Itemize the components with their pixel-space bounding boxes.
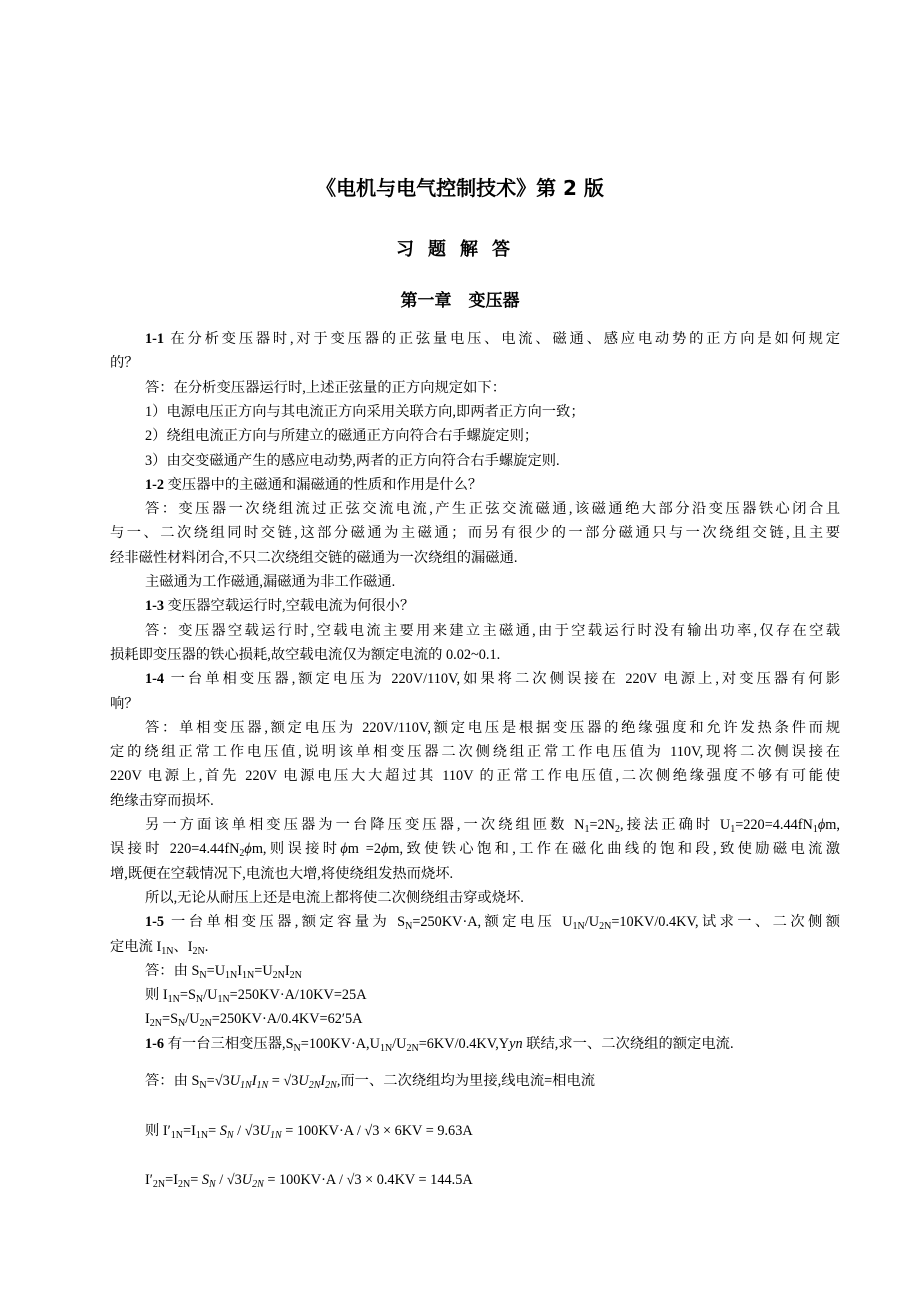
- text-segment: 2N: [406, 1042, 419, 1054]
- text-segment: S: [201, 1172, 209, 1188]
- text-segment: 响？: [110, 695, 139, 712]
- text-segment: /U: [185, 1011, 200, 1028]
- text-line: [145, 959, 302, 983]
- text-line: [145, 716, 840, 740]
- text-line: [110, 351, 139, 375]
- text-segment: 1N: [242, 969, 255, 981]
- text-segment: 2N: [289, 969, 302, 981]
- question-number: 1-6: [145, 1035, 165, 1052]
- text-segment: 3）由交变磁通产生的感应电动势,两者的正方向符合右手螺旋定则.: [145, 452, 560, 469]
- text-segment: N: [208, 1179, 216, 1190]
- text-segment: 所以,无论从耐压上还是电流上都将使二次侧绕组击穿或烧坏.: [145, 889, 524, 906]
- text-segment: 的？: [110, 355, 139, 372]
- text-segment: 1N: [225, 969, 238, 981]
- text-segment: 2N: [599, 921, 612, 933]
- text-segment: =250KV·A,额定电压 U: [412, 914, 573, 931]
- text-segment: =250KV·A/10KV=25A: [229, 987, 367, 1004]
- text-segment: 增,既便在空载情况下,电流也大增,将使绕组发热而烧坏.: [110, 865, 454, 882]
- text-segment: I: [284, 962, 290, 979]
- text-segment: 2N: [192, 945, 205, 957]
- text-segment: 2N: [149, 1018, 162, 1030]
- text-line: [145, 983, 367, 1007]
- text-segment: 答：由 S: [145, 962, 200, 979]
- text-segment: 1N: [195, 1130, 209, 1141]
- question-number: 1-4: [145, 671, 165, 688]
- text-segment: =√3: [206, 1073, 230, 1089]
- text-line: [145, 1119, 473, 1143]
- text-segment: 1: [730, 824, 736, 835]
- text-segment: 2N: [252, 1179, 264, 1190]
- text-segment: =S: [179, 987, 196, 1004]
- text-segment: 1: [584, 824, 590, 835]
- text-segment: 变压器空载运行时,空载电流为何很小？: [164, 598, 415, 615]
- text-segment: / √3: [233, 1123, 260, 1139]
- text-segment: =2N: [589, 817, 615, 833]
- text-segment: =6KV/0.4KV,Y: [418, 1035, 510, 1052]
- text-line: [145, 424, 538, 448]
- text-segment: =S: [162, 1011, 179, 1028]
- text-line: [145, 667, 840, 691]
- text-segment: =: [208, 1123, 220, 1139]
- question-number: 1-2: [145, 476, 165, 493]
- text-segment: m,则误接时: [251, 841, 341, 858]
- text-segment: /U: [392, 1035, 407, 1052]
- text-segment: 一台单相变压器,额定容量为 S: [164, 914, 406, 931]
- text-segment: 则 I: [145, 987, 168, 1004]
- text-segment: N: [199, 1080, 207, 1091]
- text-segment: N: [293, 1042, 301, 1054]
- text-segment: 定的绕组正常工作电压值,说明该单相变压器二次侧绕组正常工作电压值为 110V,现将二次侧误接在: [110, 744, 840, 761]
- text-segment: =I: [165, 1172, 178, 1188]
- text-segment: =10KV/0.4KV,试求一、二次侧额: [611, 914, 840, 931]
- text-segment: 另一方面该单相变压器为一台降压变压器,一次绕组匝数 N: [145, 817, 585, 833]
- text-segment: 2N: [152, 1179, 166, 1190]
- text-line: [145, 1007, 363, 1031]
- text-segment: = 100KV·A / √3 × 6KV = 9.63A: [281, 1123, 473, 1139]
- text-segment: 答：变压器空载运行时,空载电流主要用来建立主磁通,由于空载运行时没有输出功率,仅存在空载: [145, 622, 840, 639]
- text-line: [145, 619, 840, 643]
- text-segment: ϕ: [340, 841, 348, 858]
- text-line: [145, 813, 840, 837]
- question-number: 1-1: [145, 331, 165, 347]
- text-segment: ϕ: [817, 817, 826, 833]
- text-segment: N: [226, 1130, 234, 1141]
- text-segment: 1N: [217, 994, 230, 1006]
- text-segment: 与一、二次绕组同时交链,这部分磁通为主磁通；而另有很少的一部分磁通只与一次绕组交链,且主要: [110, 525, 840, 542]
- text-line: [110, 789, 214, 813]
- text-segment: 2: [239, 848, 245, 860]
- text-segment: = √3: [268, 1073, 299, 1089]
- text-segment: ,而一、二次绕组均为里接,线电流=相电流: [336, 1073, 596, 1089]
- text-segment: 一台单相变压器,额定电压为 220V/110V,如果将二次侧误接在 220V 电源上,对变压器有何影: [164, 671, 840, 688]
- text-segment: 误接时 220=4.44fN: [110, 841, 240, 858]
- text-segment: yn: [509, 1035, 523, 1052]
- text-line: [110, 546, 517, 570]
- text-segment: =220=4.44fN: [735, 817, 813, 833]
- text-segment: m,: [825, 817, 840, 833]
- document-subtitle: 习题解答: [396, 239, 524, 260]
- text-segment: .: [204, 938, 209, 955]
- text-segment: 经非磁性材料闭合,不只二次绕组交链的磁通为一次绕组的漏磁通.: [110, 549, 518, 566]
- text-segment: 1N: [379, 1042, 393, 1054]
- text-segment: 1N: [269, 1130, 282, 1141]
- text-segment: 答：由 S: [145, 1073, 200, 1089]
- text-segment: 损耗即变压器的铁心损耗,故空载电流仅为额定电流的 0.02~0.1.: [110, 646, 501, 663]
- text-segment: 1N: [240, 1080, 252, 1091]
- text-line: [145, 327, 840, 351]
- text-line: [145, 910, 840, 934]
- text-line: [145, 473, 482, 497]
- text-segment: 在分析变压器时,对于变压器的正弦量电压、电流、磁通、感应电动势的正方向是如何规定: [164, 331, 840, 347]
- text-segment: ϕ: [381, 841, 389, 858]
- text-segment: =I: [183, 1123, 196, 1139]
- text-segment: ,接法正确时 U: [620, 817, 731, 833]
- text-segment: ϕ: [244, 841, 252, 858]
- text-segment: I: [320, 1073, 326, 1089]
- text-segment: 答：单相变压器,额定电压为 220V/110V,额定电压是根据变压器的绝缘强度和允许发热条件而规: [145, 719, 840, 736]
- text-segment: U: [229, 1073, 241, 1089]
- text-line: [145, 570, 395, 594]
- text-segment: 2N: [177, 1179, 191, 1190]
- text-line: [145, 886, 524, 910]
- text-segment: /U: [584, 914, 600, 931]
- text-line: [110, 521, 840, 545]
- text-segment: 绝缘击穿而损坏.: [110, 792, 214, 809]
- text-segment: 2: [615, 824, 620, 835]
- text-segment: U: [298, 1073, 309, 1089]
- text-line: [145, 497, 840, 521]
- text-line: [145, 594, 414, 618]
- text-line: [145, 1032, 734, 1056]
- text-segment: S: [219, 1123, 227, 1139]
- text-segment: N: [199, 969, 207, 981]
- text-line: [110, 935, 208, 959]
- text-line: [110, 764, 840, 788]
- text-segment: 答：变压器一次绕组流过正弦交流电流,产生正弦交流磁通,该磁通绝大部分沿变压器铁心闭合且: [145, 501, 840, 518]
- text-segment: =250KV·A/0.4KV=62′5A: [211, 1011, 363, 1028]
- text-segment: =: [190, 1172, 202, 1188]
- text-segment: 1: [812, 824, 818, 835]
- document-title: 《电机与电气控制技术》第 2 版: [316, 176, 604, 200]
- question-number: 1-5: [145, 914, 165, 931]
- text-segment: m =2: [347, 841, 382, 858]
- text-segment: 1N: [256, 1080, 269, 1091]
- chapter-heading: 第一章 变压器: [400, 291, 520, 311]
- text-segment: I′: [145, 1172, 153, 1188]
- text-segment: 2N: [325, 1080, 337, 1091]
- text-segment: 2N: [199, 1018, 212, 1030]
- text-segment: 答：在分析变压器运行时,上述正弦量的正方向规定如下：: [145, 379, 506, 396]
- text-segment: I: [251, 1073, 257, 1089]
- text-segment: 1N: [572, 921, 585, 933]
- text-line: [110, 862, 453, 886]
- text-line: [110, 740, 840, 764]
- text-segment: =U: [206, 962, 226, 979]
- text-segment: = 100KV·A / √3 × 0.4KV = 144.5A: [263, 1172, 473, 1188]
- text-segment: 联结,求一、二次绕组的额定电流.: [522, 1035, 734, 1052]
- text-line: [145, 449, 560, 473]
- text-segment: 变压器中的主磁通和漏磁通的性质和作用是什么？: [164, 476, 483, 493]
- text-segment: 2N: [272, 969, 285, 981]
- text-segment: m,致使铁心饱和,工作在磁化曲线的饱和段,致使励磁电流激: [388, 841, 841, 858]
- text-line: [145, 376, 506, 400]
- text-segment: /U: [203, 987, 218, 1004]
- text-segment: =U: [254, 962, 273, 979]
- text-segment: 1）电源电压正方向与其电流正方向采用关联方向,即两者正方向一致；: [145, 403, 585, 420]
- text-line: [110, 837, 840, 861]
- text-segment: 主磁通为工作磁通,漏磁通为非工作磁通.: [145, 574, 396, 590]
- text-segment: N: [195, 994, 204, 1006]
- text-segment: 1N: [161, 945, 174, 957]
- text-line: [145, 1069, 595, 1093]
- text-line: [145, 400, 585, 424]
- text-segment: 则 I′: [145, 1123, 171, 1139]
- text-segment: N: [405, 921, 413, 933]
- text-line: [145, 1168, 473, 1192]
- text-segment: 1N: [167, 994, 180, 1006]
- text-line: [110, 643, 500, 667]
- text-segment: I: [145, 1011, 150, 1028]
- text-segment: 2）绕组电流正方向与所建立的磁通正方向符合右手螺旋定则；: [145, 428, 539, 445]
- text-segment: U: [259, 1123, 270, 1139]
- text-line: [110, 692, 139, 716]
- text-segment: 有一台三相变压器,S: [164, 1035, 294, 1052]
- text-segment: I: [237, 962, 243, 979]
- text-segment: U: [241, 1172, 253, 1188]
- text-segment: 2N: [308, 1080, 321, 1091]
- text-segment: 220V 电源上,首先 220V 电源电压大大超过其 110V 的正常工作电压值,二次侧绝缘强度不够有可能使: [110, 768, 840, 785]
- text-segment: =100KV·A,U: [300, 1035, 380, 1052]
- text-segment: 、I: [173, 938, 193, 955]
- question-number: 1-3: [145, 598, 165, 615]
- text-segment: N: [178, 1018, 186, 1030]
- text-segment: 1N: [170, 1130, 183, 1141]
- text-segment: / √3: [215, 1172, 242, 1188]
- text-segment: 定电流 I: [110, 938, 162, 955]
